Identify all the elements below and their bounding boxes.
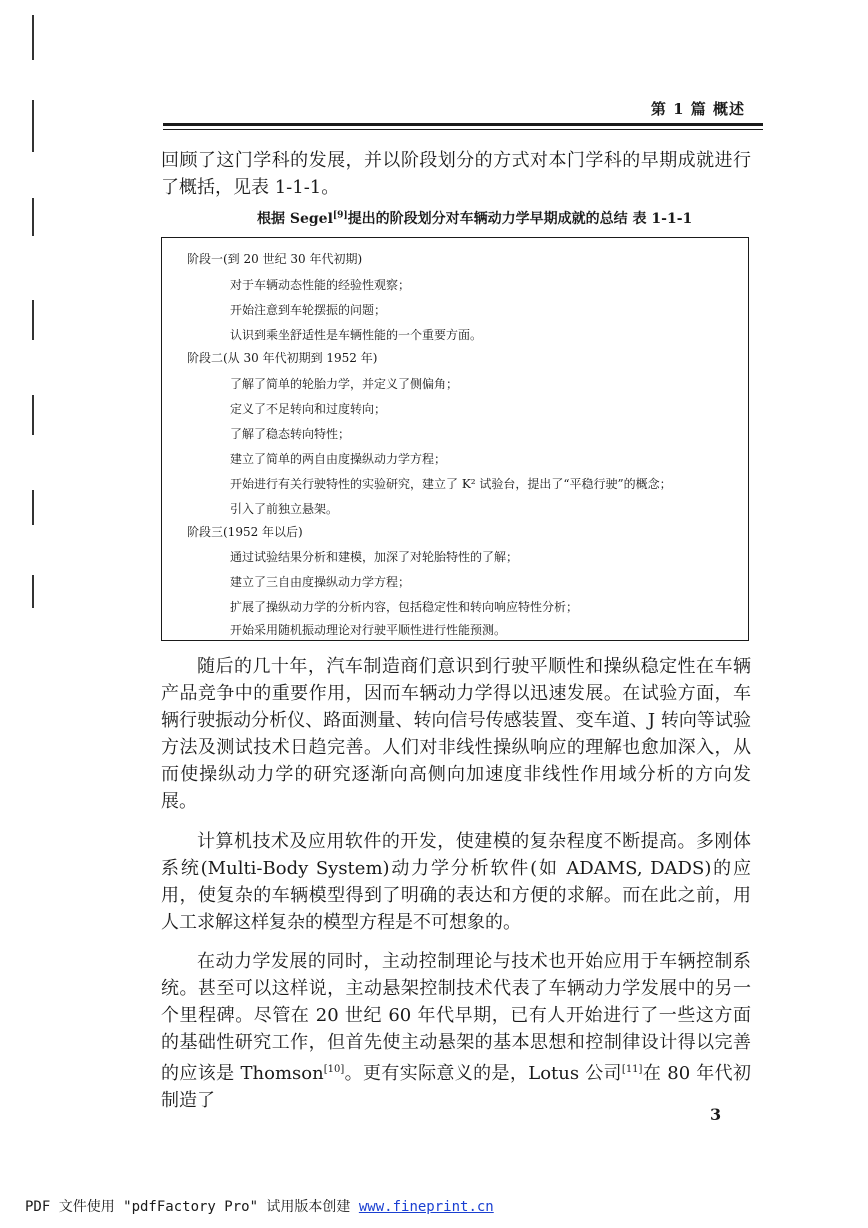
scan-mark-6 <box>32 490 34 525</box>
scan-mark-1 <box>32 15 34 60</box>
p3-text-a: 在动力学发展的同时，主动控制理论与技术也开始应用于车辆控制系统。甚至可以这样说，主动悬架控制技术代表了车辆动力学发展中的另一个里程碑。尽管在 20 世纪 60 年代早期，已有人开始进行了一些这方面的基础性研究工作，但首先使主动悬架的基本思想和控制律设计得以完善的应该是 Thomson <box>161 951 751 1084</box>
page-number: 3 <box>710 1105 722 1124</box>
stage-2-item: 定义了不足转向和过度转向； <box>230 402 387 416</box>
stage-3-item: 建立了三自由度操纵动力学方程； <box>230 575 411 589</box>
running-header <box>163 98 763 138</box>
scan-mark-7 <box>32 575 34 608</box>
header-rule-thin <box>163 129 763 130</box>
scan-mark-2 <box>32 100 34 152</box>
footer-text: PDF 文件使用 "pdfFactory Pro" 试用版本创建 <box>25 1199 359 1215</box>
stage-2-item: 开始进行有关行驶特性的实验研究，建立了 K² 试验台，提出了“平稳行驶”的概念； <box>230 477 672 491</box>
body-paragraph-1: 随后的几十年，汽车制造商们意识到行驶平顺性和操纵稳定性在车辆产品竞争中的重要作用，因而车辆动力学得以迅速发展。在试验方面，车辆行驶振动分析仪、路面测量、转向信号传感装置、变车道、J 转向等试验方法及测试技术日趋完善。人们对非线性操纵响应的理解也愈加深入，从而使操纵动力学的研究逐渐向高侧向加速度非线性作用域分析的方向发展。 <box>161 656 751 812</box>
caption-before: 根据 Segel <box>257 211 333 227</box>
table-caption <box>257 208 757 228</box>
scan-mark-5 <box>32 395 34 435</box>
intro-paragraph: 回顾了这门学科的发展，并以阶段划分的方式对本门学科的早期成就进行了概括，见表 1-1-1。 <box>161 150 751 198</box>
header-rule-thick <box>163 123 763 126</box>
stage-2-item: 了解了简单的轮胎力学，并定义了侧偏角； <box>230 377 459 391</box>
p3-text-b: 。更有实际意义的是，Lotus 公司 <box>344 1063 622 1084</box>
p3-ref-1: [10] <box>323 1064 345 1075</box>
stage-3-item: 通过试验结果分析和建模，加深了对轮胎特性的了解； <box>230 550 519 564</box>
scan-mark-3 <box>32 198 34 236</box>
body-paragraph-2: 计算机技术及应用软件的开发，使建模的复杂程度不断提高。多刚体系统(Multi-Body System)动力学分析软件(如 ADAMS, DADS)的应用，使复杂的车辆模型得到了明确的表达和方便的求解。而在此之前，用人工求解这样复杂的模型方程是不可想象的。 <box>161 831 751 933</box>
stage-1-item: 对于车辆动态性能的经验性观察； <box>230 278 411 292</box>
pdf-footer <box>25 1196 494 1216</box>
stage-2-item: 建立了简单的两自由度操纵动力学方程； <box>230 452 447 466</box>
body-paragraph-3 <box>161 948 751 1114</box>
stage-1-heading: 阶段一(到 20 世纪 30 年代初期) <box>187 252 363 266</box>
p3-text-c: 在 80 年代初制造了 <box>161 1063 751 1111</box>
stage-1-item: 开始注意到车轮摆振的问题； <box>230 303 387 317</box>
stage-2-heading: 阶段二(从 30 年代初期到 1952 年) <box>187 351 378 365</box>
table-1-1-1 <box>161 237 749 641</box>
caption-after: 提出的阶段划分对车辆动力学早期成就的总结 表 1-1-1 <box>347 211 693 227</box>
stage-3-item: 开始采用随机振动理论对行驶平顺性进行性能预测。 <box>230 623 507 637</box>
caption-ref: [9] <box>332 210 348 221</box>
stage-3-item: 扩展了操纵动力学的分析内容，包括稳定性和转向响应特性分析； <box>230 600 579 614</box>
stage-1-item: 认识到乘坐舒适性是车辆性能的一个重要方面。 <box>230 328 483 342</box>
stage-2-item: 了解了稳态转向特性； <box>230 427 351 441</box>
scan-mark-4 <box>32 300 34 340</box>
header-text: 第 1 篇 概述 <box>650 100 745 118</box>
stage-3-heading: 阶段三(1952 年以后) <box>187 525 303 539</box>
p3-ref-2: [11] <box>621 1064 643 1075</box>
footer-link[interactable]: www.fineprint.cn <box>358 1199 494 1215</box>
stage-2-item: 引入了前独立悬架。 <box>230 502 339 516</box>
